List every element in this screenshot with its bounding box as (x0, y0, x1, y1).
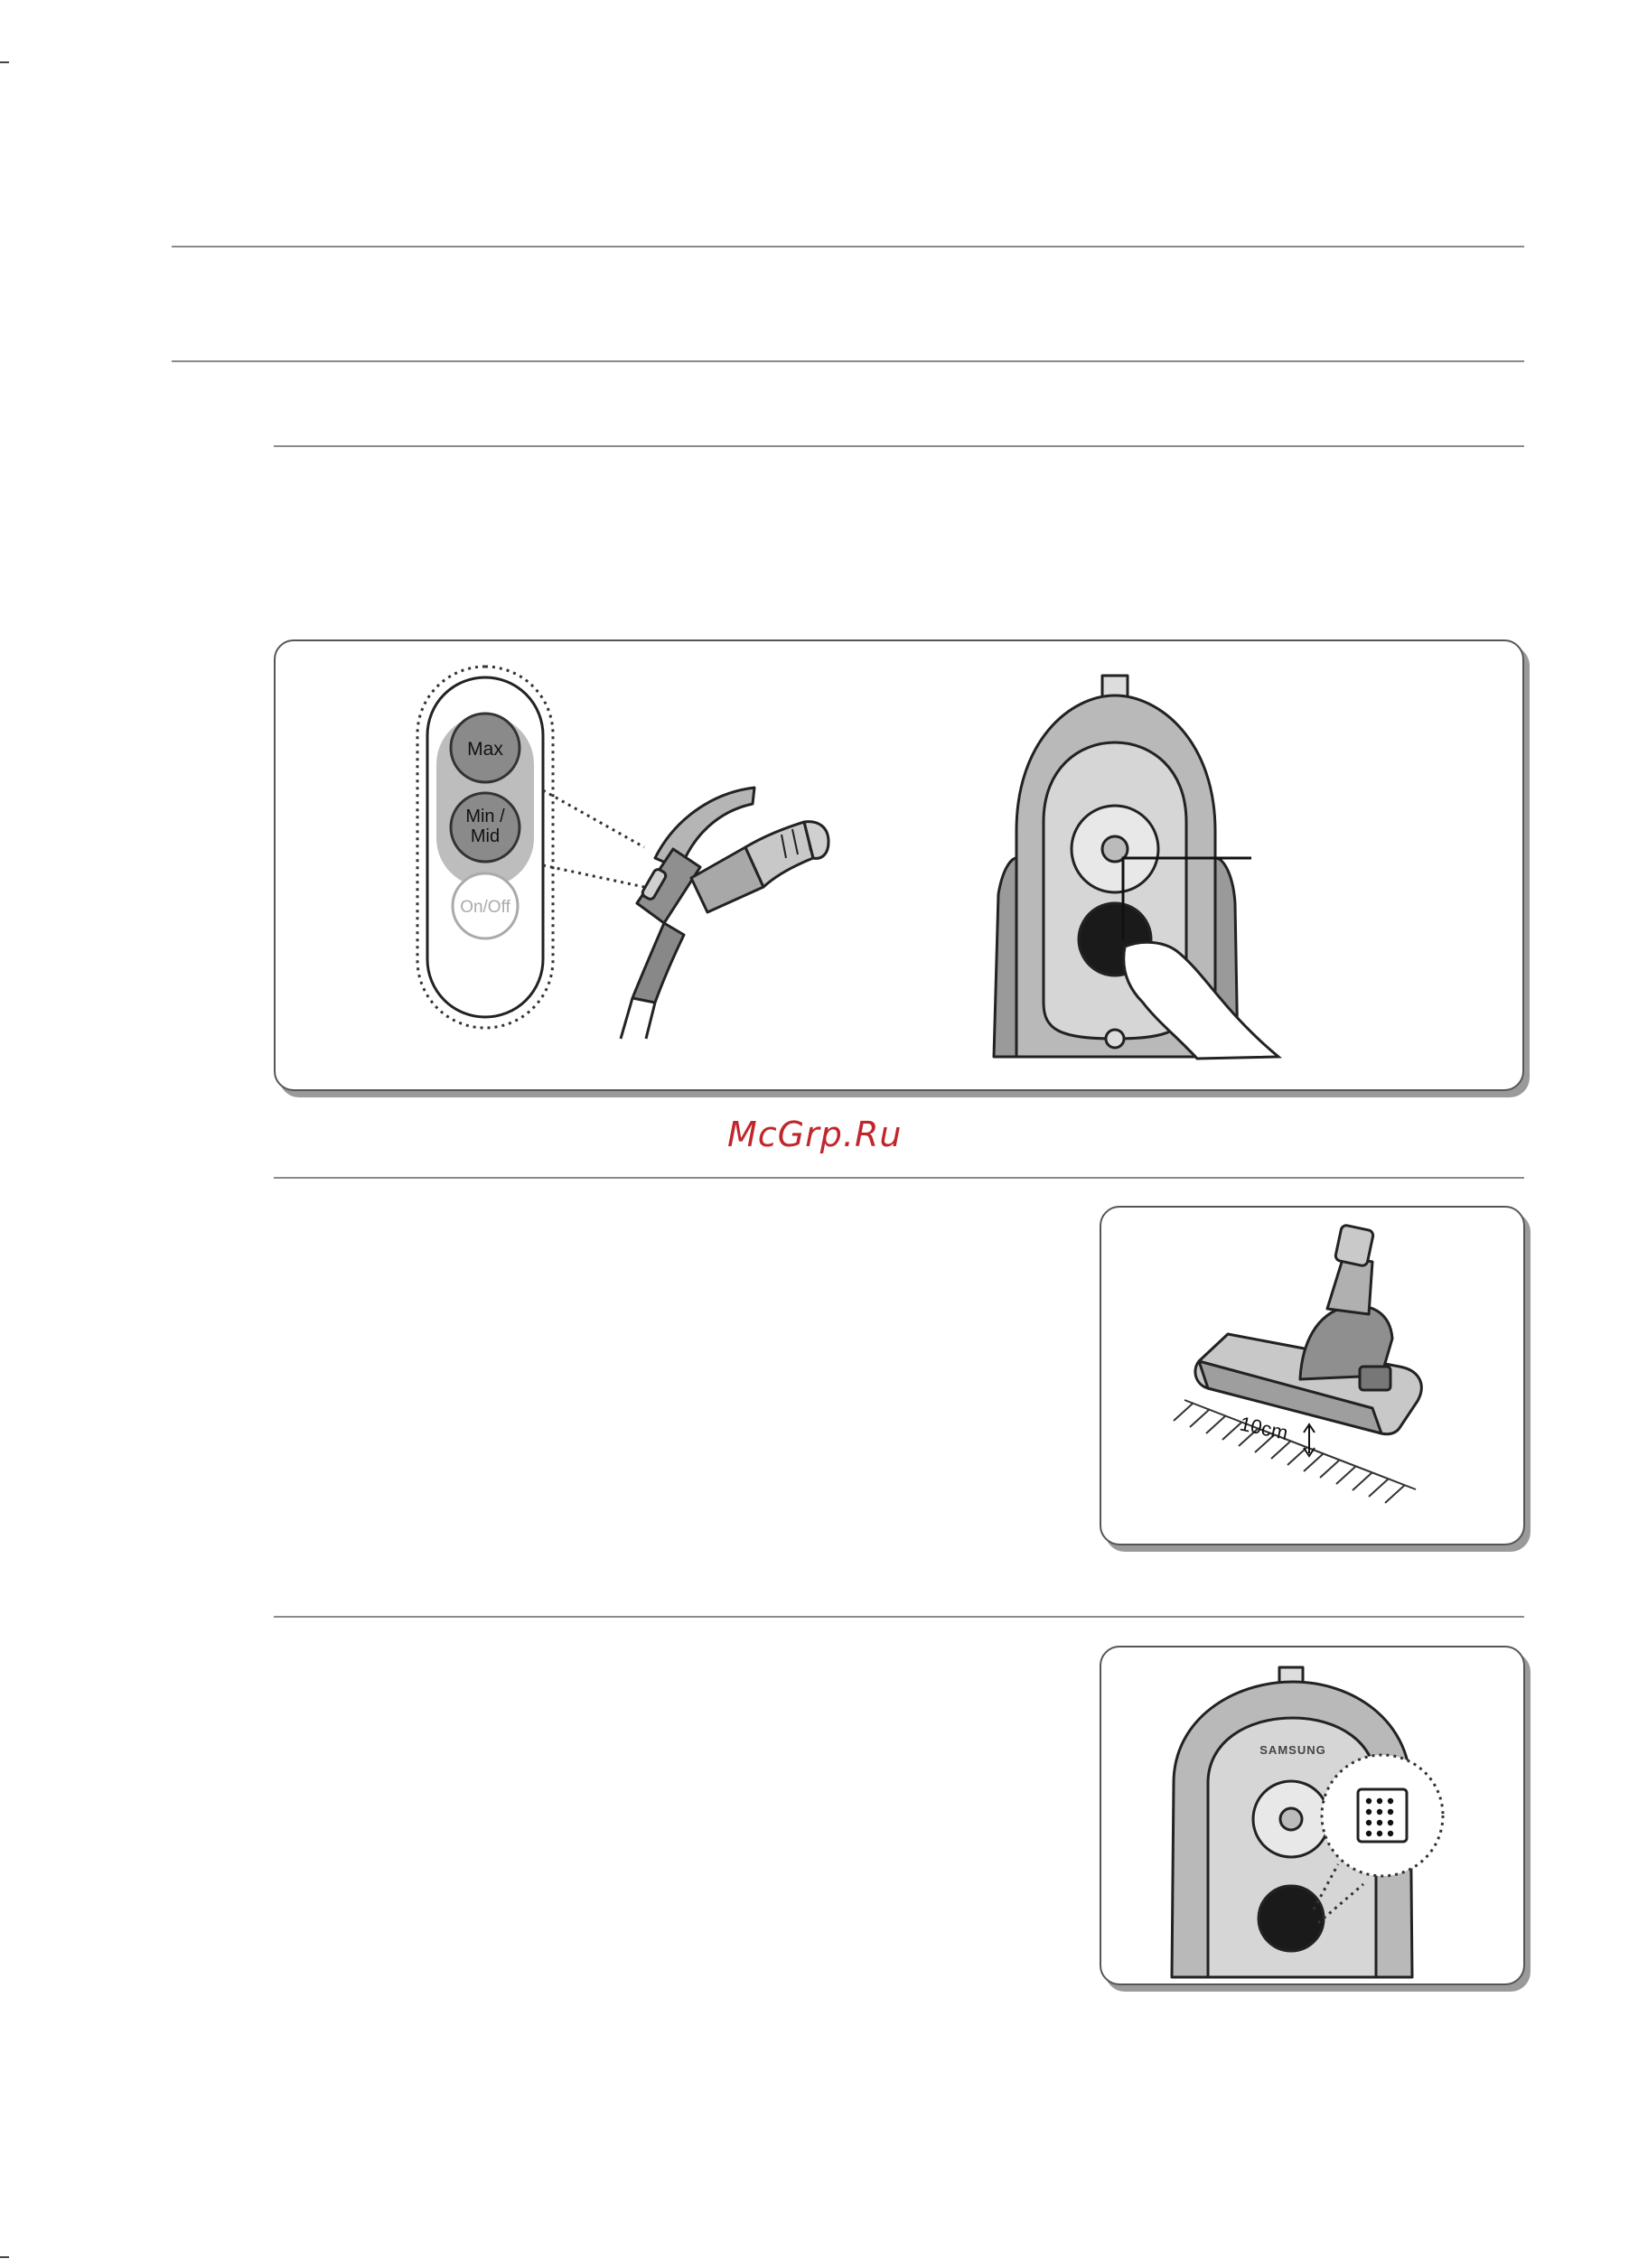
min-mid-button-label-line1: Min / (465, 807, 505, 826)
crop-mark (0, 61, 9, 63)
floor-brush-illustration (1101, 1208, 1523, 1544)
section-rule-3 (274, 1616, 1524, 1618)
indicator-button (1259, 1886, 1324, 1951)
crop-mark (0, 2256, 9, 2258)
section-rule-1 (274, 445, 1524, 447)
floor-brush-icon (1195, 1225, 1421, 1434)
section-rule-2 (274, 1177, 1524, 1179)
height-label: 10cm (1237, 1412, 1290, 1445)
figure-panel-dust-indicator (1100, 1646, 1525, 1985)
on-off-button-label: On/Off (460, 898, 510, 917)
dust-indicator-illustration (1101, 1647, 1523, 1983)
min-mid-button-label-line2: Mid (470, 826, 501, 846)
max-button-label: Max (467, 739, 503, 760)
watermark: McGrp.Ru (727, 1115, 903, 1154)
figure-panel-floor-brush (1100, 1206, 1525, 1545)
control-illustration (276, 641, 1522, 1089)
dust-indicator-icon (1358, 1789, 1407, 1842)
figure-panel-controls (274, 639, 1524, 1091)
brand-logo: SAMSUNG (1259, 1743, 1326, 1757)
header-rule-bottom (172, 360, 1524, 362)
hose-handle-icon (621, 788, 829, 1039)
header-rule-top (172, 246, 1524, 247)
